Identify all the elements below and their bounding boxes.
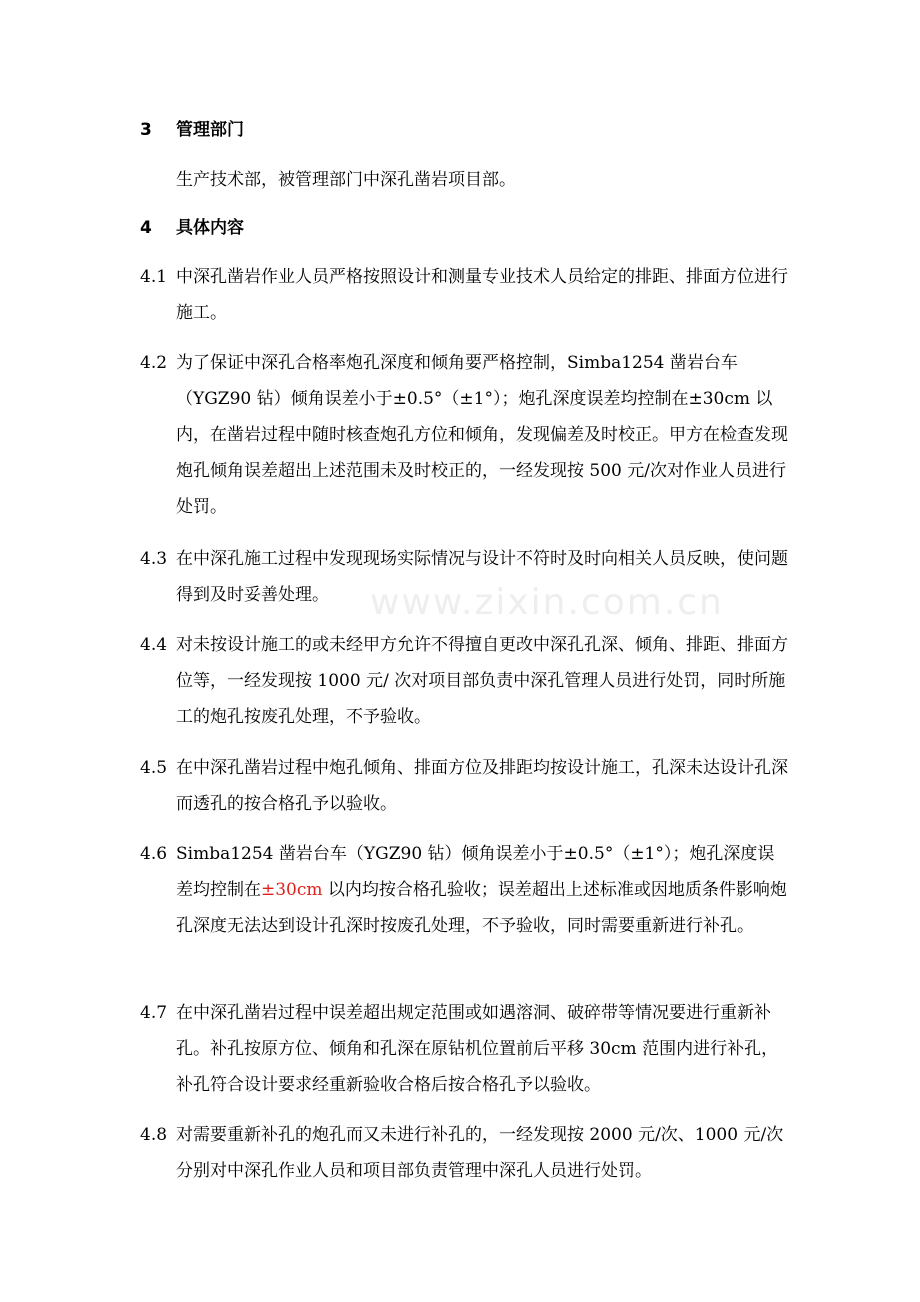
section-3-text: 生产技术部，被管理部门中深孔凿岩项目部。 — [176, 170, 516, 190]
item-text — [176, 836, 790, 944]
item-text: 中深孔凿岩作业人员严格按照设计和测量专业技术人员给定的排距、排面方位进行施工。 — [176, 267, 788, 323]
item-4-7 — [140, 995, 790, 1103]
item-number: 4.5 — [140, 758, 168, 778]
item-text: 在中深孔凿岩过程中误差超出规定范围或如遇溶洞、破碎带等情况要进行重新补孔。补孔按原方位、倾角和孔深在原钻机位置前后平移 30cm 范围内进行补孔，补孔符合设计要求经重新验收合格后按合格孔予以验收。 — [176, 1003, 779, 1095]
item-4-8 — [140, 1117, 790, 1189]
item-number: 4.1 — [140, 267, 168, 287]
item-text: 对未按设计施工的或未经甲方允许不得擅自更改中深孔孔深、倾角、排距、排面方位等，一经发现按 1000 元/ 次对项目部负责中深孔管理人员进行处罚，同时所施工的炮孔按废孔处理，不予验收。 — [176, 635, 788, 727]
item-number: 4.3 — [140, 549, 168, 569]
item-text: 对需要重新补孔的炮孔而又未进行补孔的，一经发现按 2000 元/次、1000 元/次分别对中深孔作业人员和项目部负责管理中深孔人员进行处罚。 — [176, 1125, 784, 1181]
item-text: 为了保证中深孔合格率炮孔深度和倾角要严格控制，Simba1254 凿岩台车（YGZ90 钻）倾角误差小于±0.5°（±1°）；炮孔深度误差均控制在±30cm 以内，在凿岩过程中随时核查炮孔方位和倾角，发现偏差及时校正。甲方在检查发现炮孔倾角误差超出上述范围未及时校正的，一经发现按 500 元/次对作业人员进行处罚。 — [176, 353, 788, 517]
item-4-1 — [140, 259, 790, 331]
section-3-number: 3 — [140, 120, 152, 140]
item-text-part: 以内均按合格孔验收；误差超出上述标准或因地质条件影响炮孔深度无法达到设计孔深时按废孔处理，不予验收，同时需要重新进行补孔。 — [176, 880, 787, 936]
section-3-title: 管理部门 — [176, 120, 244, 140]
item-number: 4.2 — [140, 353, 168, 373]
item-number: 4.7 — [140, 1003, 168, 1023]
item-4-2 — [140, 345, 790, 525]
item-4-4 — [140, 627, 790, 735]
item-text: 在中深孔凿岩过程中炮孔倾角、排面方位及排距均按设计施工，孔深未达设计孔深而透孔的按合格孔予以验收。 — [176, 758, 788, 814]
item-text: 在中深孔施工过程中发现现场实际情况与设计不符时及时向相关人员反映，使问题得到及时妥善处理。 — [176, 549, 788, 605]
highlighted-tolerance: ±30cm — [261, 880, 323, 900]
item-number: 4.4 — [140, 635, 168, 655]
watermark: www.zixin.com.cn — [370, 582, 724, 623]
item-4-5 — [140, 750, 790, 822]
section-3-heading — [140, 118, 244, 142]
item-text-part: Simba1254 凿岩台车（YGZ90 钻）倾角误差小于±0.5°（±1°）；炮孔深度误差均控制在 — [176, 844, 775, 900]
section-4-heading — [140, 216, 244, 240]
item-number: 4.8 — [140, 1125, 168, 1145]
item-number: 4.6 — [140, 844, 168, 864]
section-4-number: 4 — [140, 218, 152, 238]
section-4-title: 具体内容 — [176, 218, 244, 238]
item-4-6 — [140, 836, 790, 944]
